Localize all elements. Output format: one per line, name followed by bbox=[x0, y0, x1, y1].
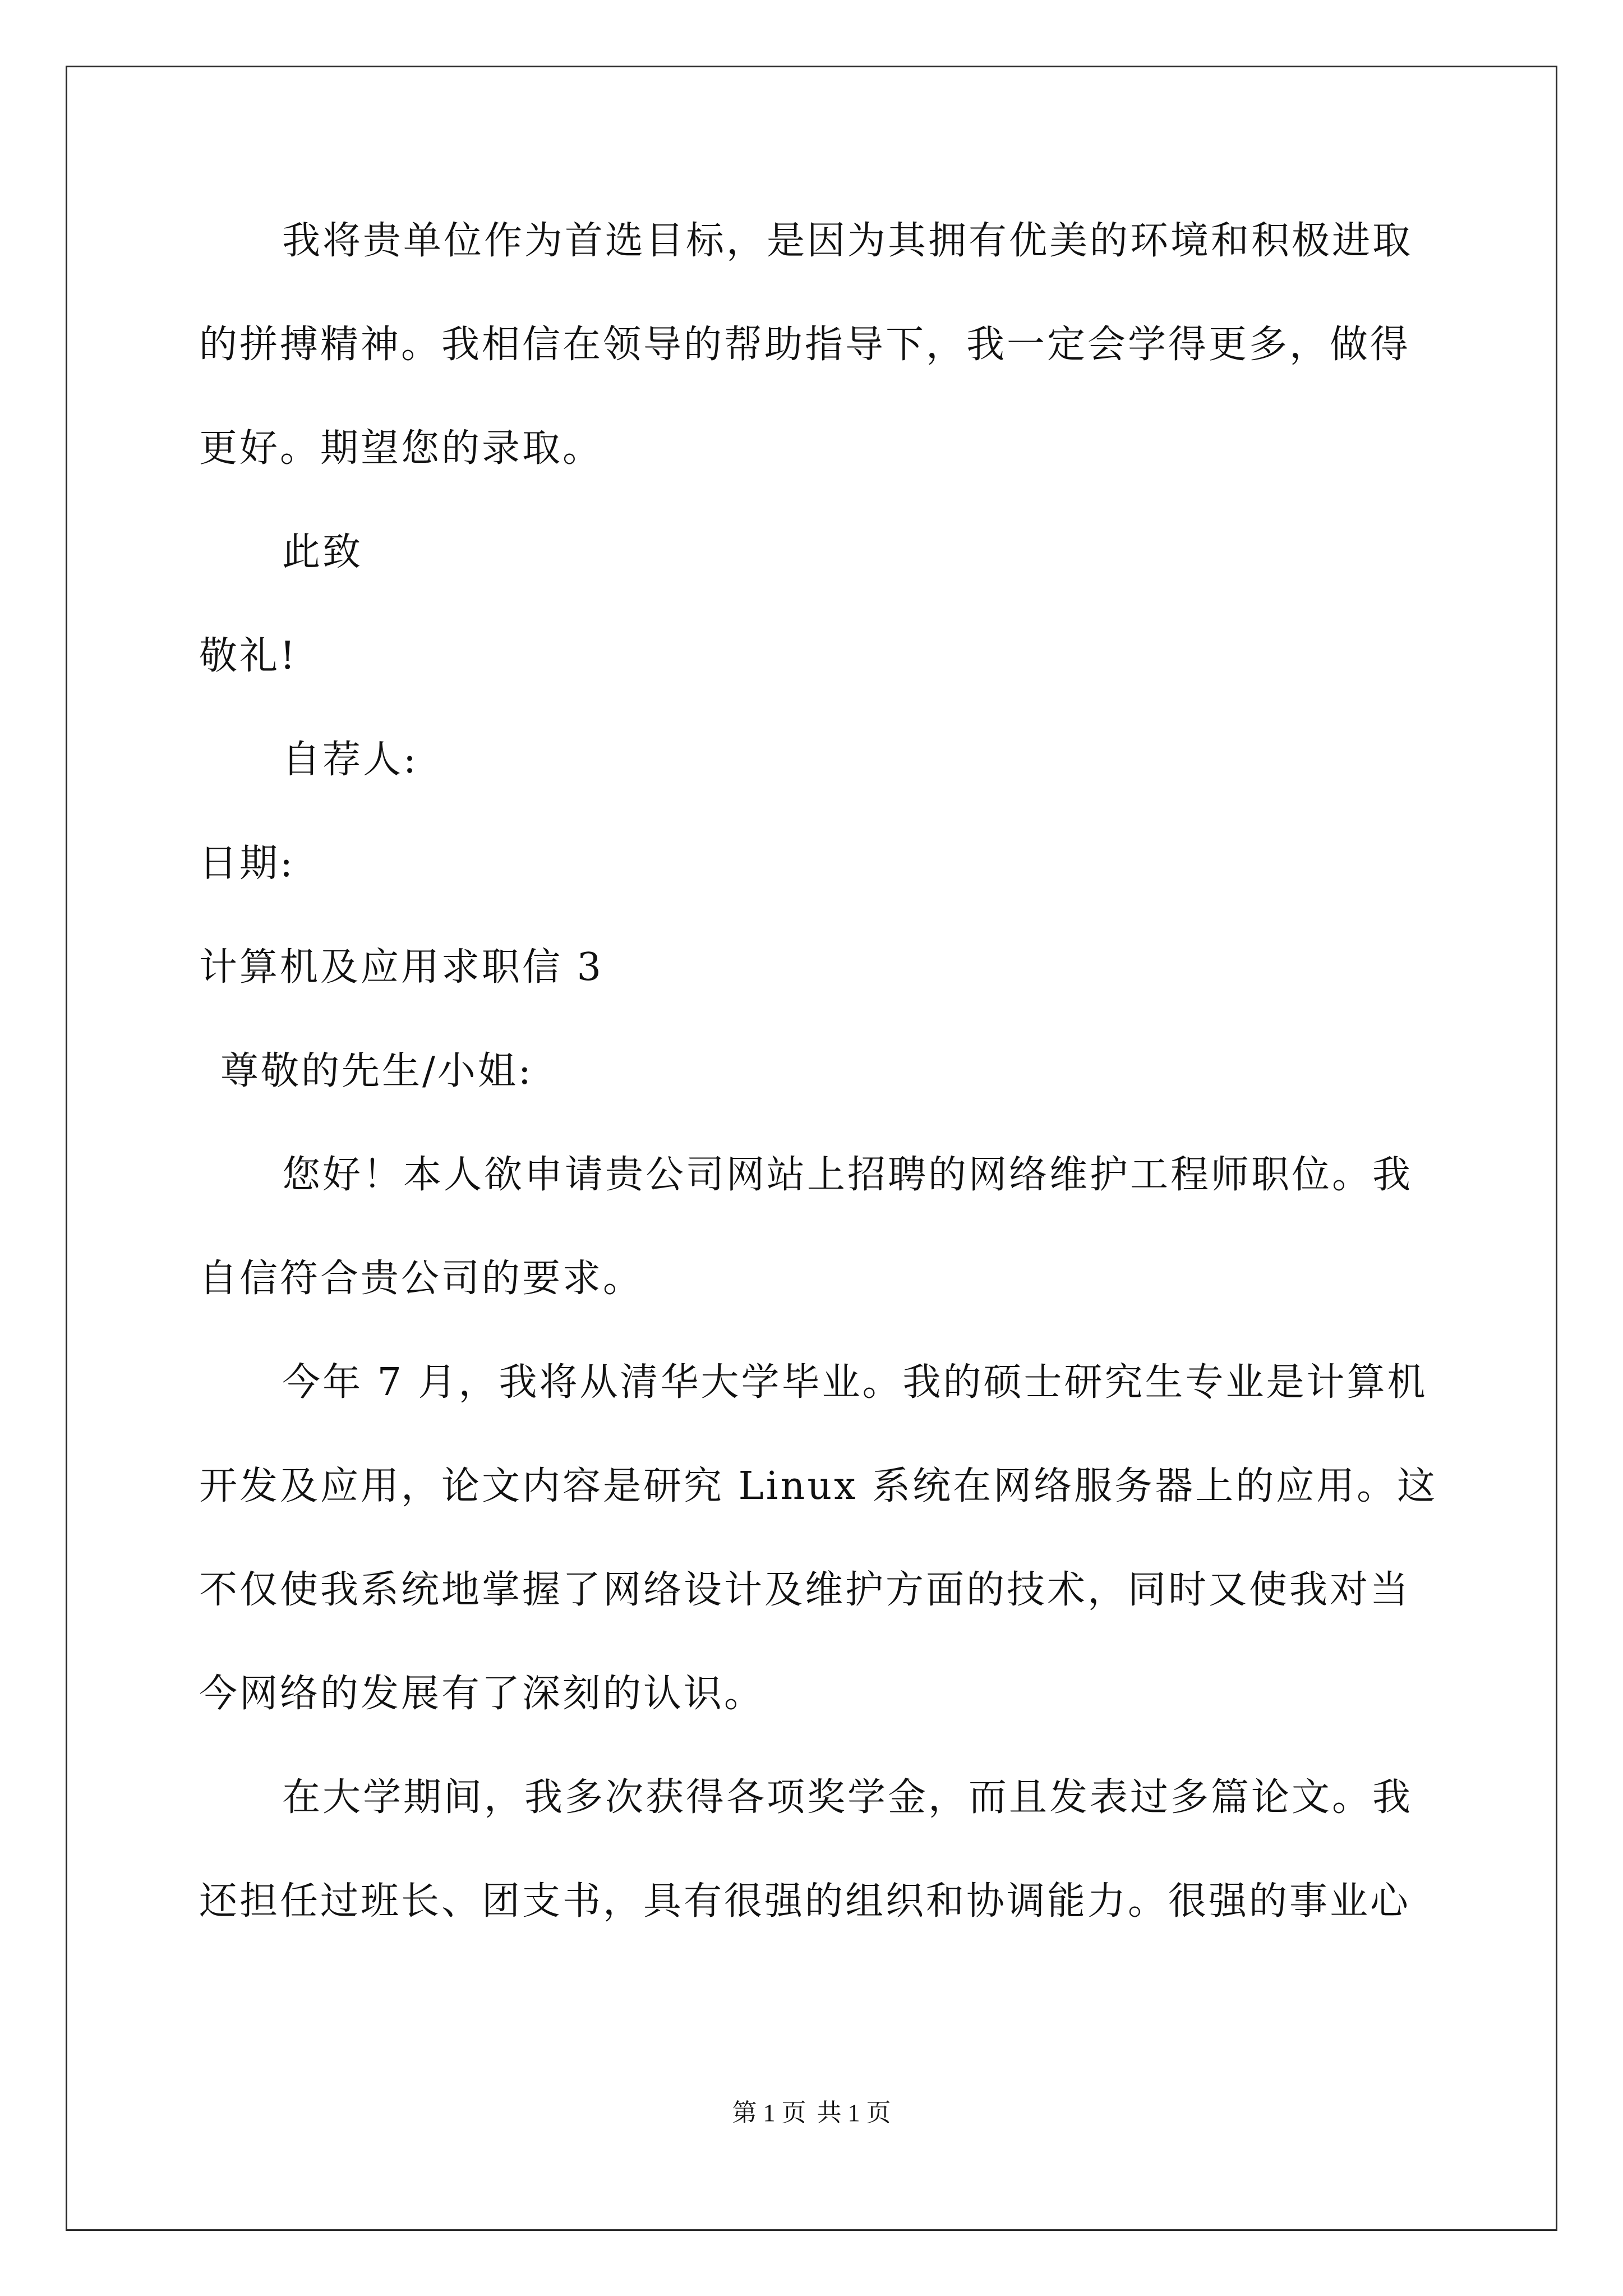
greeting: 尊敬的先生/小姐: bbox=[220, 1049, 533, 1093]
page-number: 第 1 页 bbox=[732, 2099, 806, 2127]
paragraph-line: 我将贵单位作为首选目标，是因为其拥有优美的环境和积极进取 bbox=[282, 219, 1413, 263]
closing-regards: 敬礼! bbox=[199, 634, 298, 678]
paragraph-line: 还担任过班长、团支书，具有很强的组织和协调能力。很强的事业心 bbox=[199, 1879, 1411, 1924]
paragraph-line: 的拼搏精神。我相信在领导的帮助指导下，我一定会学得更多，做得 bbox=[199, 323, 1411, 367]
paragraph-line: 今年 7 月，我将从清华大学毕业。我的硕士研究生专业是计算机 bbox=[282, 1360, 1428, 1405]
paragraph-line: 今网络的发展有了深刻的认识。 bbox=[199, 1672, 765, 1716]
page-footer bbox=[0, 2092, 1623, 2128]
paragraph-line: 更好。期望您的录取。 bbox=[199, 426, 603, 471]
page-total: 共 1 页 bbox=[817, 2099, 891, 2127]
paragraph-line: 不仅使我系统地掌握了网络设计及维护方面的技术，同时又使我对当 bbox=[199, 1568, 1411, 1612]
signature-label: 自荐人: bbox=[282, 738, 418, 782]
date-label: 日期: bbox=[199, 841, 295, 886]
section-heading: 计算机及应用求职信 3 bbox=[199, 945, 603, 990]
paragraph-line: 开发及应用，论文内容是研究 Linux 系统在网络服务器上的应用。这 bbox=[199, 1464, 1438, 1508]
paragraph-line: 在大学期间，我多次获得各项奖学金，而且发表过多篇论文。我 bbox=[282, 1775, 1413, 1820]
closing-salutation: 此致 bbox=[282, 530, 363, 574]
paragraph-line: 您好！本人欲申请贵公司网站上招聘的网络维护工程师职位。我 bbox=[282, 1153, 1413, 1197]
paragraph-line: 自信符合贵公司的要求。 bbox=[199, 1257, 644, 1301]
